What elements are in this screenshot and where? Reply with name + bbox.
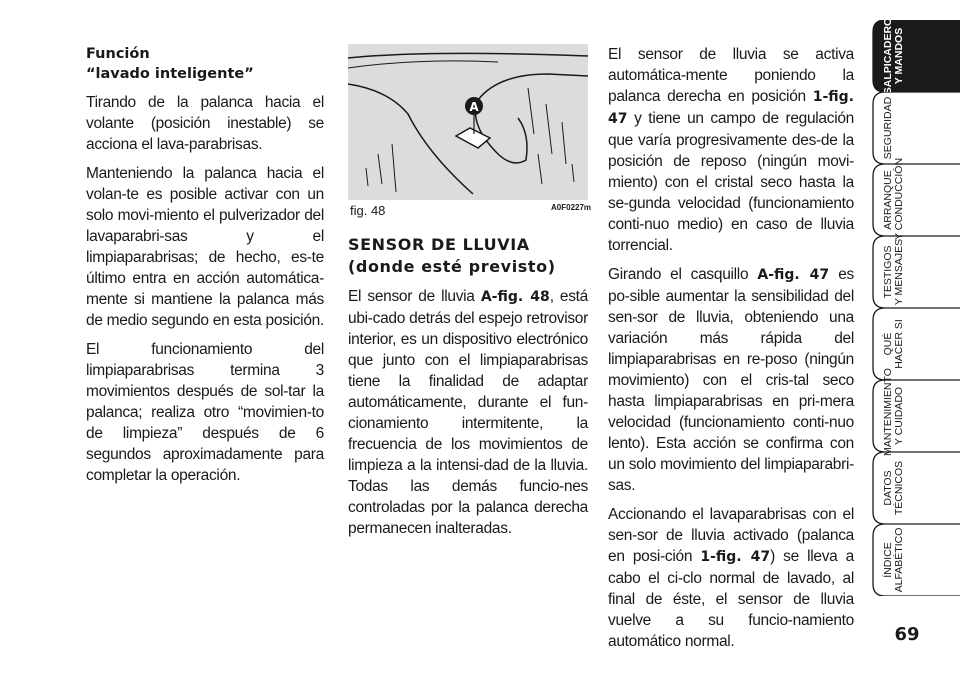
figure-reference: 1-fig. 47 — [700, 549, 771, 565]
figure-rain-sensor — [348, 44, 588, 200]
chapter-tab-label: SEGURIDAD — [882, 96, 894, 160]
chapter-tab-7[interactable] — [871, 452, 960, 524]
chapter-tab-label: MANTENIMIENTO Y CUIDADO — [882, 368, 905, 456]
callout-label: A — [469, 100, 479, 114]
chapter-tab-1[interactable] — [871, 17, 960, 95]
heading-line-2: (donde esté previsto) — [348, 257, 556, 276]
heading-line-1: SENSOR DE LLUVIA — [348, 235, 530, 254]
chapter-tab-label: ARRANQUE Y CONDUCCIÓN — [882, 157, 905, 240]
heading-line-2: “lavado inteligente” — [86, 66, 254, 82]
section-heading-lavado — [86, 44, 324, 84]
figure-label: fig. 48 — [350, 203, 386, 218]
chapter-tab-label: QUÉ HACER SI — [882, 319, 905, 369]
paragraph: Tirando de la palanca hacia el volante (posición inestable) se acciona el lava-parabrisas. — [86, 94, 324, 153]
section-heading-sensor — [348, 234, 588, 278]
chapter-tab-label: ÍNDICE ALFABÉTICO — [882, 527, 905, 593]
page-number: 69 — [894, 624, 920, 645]
text-run: es po-sible aumentar la sensibilidad del sen-sor de lluvia, obteniendo una variación más rápida del limpiaparabrisas en re-poso (ningún movimiento) con el cris-tal seco hasta limpiaparabrisas en pri-mera velocidad (funcionamiento conti-nuo lento). Esta acción se confirma con un solo movimiento del limpiaparabri-sas. — [608, 266, 855, 494]
heading-line-1: Función — [86, 46, 150, 62]
figure-reference: A-fig. 48 — [480, 289, 550, 305]
figure-code: A0F0227m — [551, 203, 592, 212]
figure-reference: 1-fig. 47 — [608, 89, 854, 127]
paragraph — [608, 264, 854, 496]
chapter-tabs — [871, 17, 960, 620]
chapter-tab-4[interactable] — [871, 236, 960, 308]
chapter-tab-label: DATOS TÉCNICOS — [882, 460, 905, 516]
text-run: , está ubi-cado detrás del espejo retrovisor interior, es un dispositivo electrónico que junto con el limpiaparabrisas tiene la finalidad de adaptar automáticamente, durante el fun-cionamiento intermitente, la frecuencia de los movimientos de limpieza a la intensi-dad de la lluvia. Todas las demás funcio-nes controladas por la palanca derecha permanecen inalteradas. — [348, 288, 589, 537]
paragraph: El funcionamiento del limpiaparabrisas termina 3 movimientos después de sol-tar la palanca; realiza otro “movimien-to de limpieza” después de 6 segundos aproximadamente para completar la operación. — [86, 341, 324, 484]
chapter-tab-8[interactable] — [871, 524, 960, 596]
text-run: El sensor de lluvia se activa automática-mente poniendo la palanca derecha en posición — [608, 46, 854, 105]
text-run: Accionando el lavaparabrisas con el sen-sor de lluvia activado (palanca en posi-ción — [608, 506, 854, 565]
left-column — [86, 44, 324, 494]
figure-reference: A-fig. 47 — [757, 267, 830, 283]
chapter-tab-2[interactable] — [871, 92, 960, 164]
chapter-tab-3[interactable] — [871, 157, 960, 240]
text-run: Girando el casquillo — [608, 266, 758, 283]
paragraph — [348, 286, 588, 539]
right-column — [608, 44, 854, 660]
chapter-tab-label: TESTIGOS Y MENSAJES — [882, 238, 905, 306]
text-run: y tiene un campo de regulación que varía progresivamente des-de la posición de reposo (ningún movi-miento) con el cristal seco hasta la se-gunda velocidad (funcionamiento conti-nuo medio) en caso de lluvia torrencial. — [608, 110, 854, 254]
text-run: El sensor de lluvia — [348, 288, 481, 305]
paragraph: Manteniendo la palanca hacia el volan-te es posible activar con un solo movi-miento el pulverizador del lavaparabri-sas y el limpiaparabrisas; de hecho, es-te último entra en acción automática-mente si mantiene la palanca más de medio segundo en esta posición. — [86, 165, 324, 329]
chapter-tab-label: SALPICADERO Y MANDOS — [882, 17, 905, 95]
text-run: ) se lleva a cabo el ci-clo normal de lavado, al final de éste, el sensor de lluvia vuelve a su funcio-namiento automático normal. — [608, 548, 854, 650]
middle-column — [348, 234, 588, 547]
paragraph — [608, 504, 854, 652]
chapter-tab-6[interactable] — [871, 368, 960, 456]
paragraph — [608, 44, 854, 256]
rain-sensor-illustration — [348, 44, 588, 200]
